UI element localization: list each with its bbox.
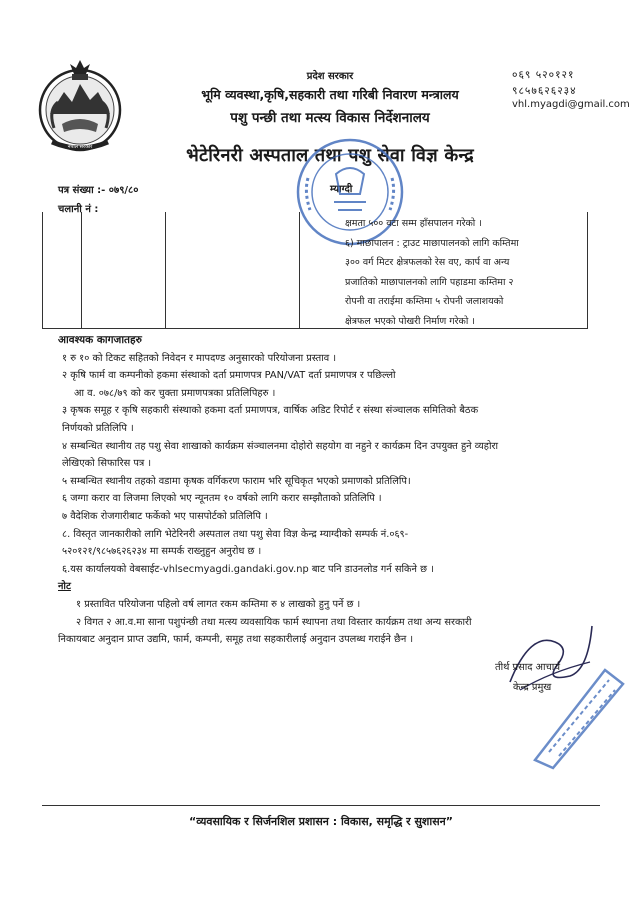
document-item: २ कृषि फार्म वा कम्पनीको हकमा संस्थाको दर्ता प्रमाणपत्र PAN/VAT दर्ता प्रमाणपत्र र पछिल्लो (62, 370, 396, 382)
email-address: vhl.myagdi@gmail.com (512, 99, 630, 110)
office-name: भेटेरिनरी अस्पताल तथा पशु सेवा विज्ञ केन्द्र (186, 145, 474, 166)
document-item: लेखिएको सिफारिस पत्र । (62, 458, 152, 470)
document-item: ८. विस्तृत जानकारीको लागि भेटेरिनरी अस्पताल तथा पशु सेवा विज्ञ केन्द्र म्याग्दीको सम्पर्क नं.०६९- (62, 528, 409, 540)
phone-number: ०६९ ५२०१२१ (512, 69, 575, 81)
table-line: क्षमता ५०० वटा सम्म हाँसपालन गरेको । (345, 218, 482, 229)
nepal-emblem-icon (36, 58, 124, 156)
district-label: म्याग्दी (330, 184, 353, 195)
letter-body (58, 332, 606, 649)
signatory-title: केन्द्र प्रमुख (513, 682, 552, 693)
note-item: २ विगत २ आ.व.मा साना पशुपंन्छी तथा मत्स्य व्यवसायिक फार्म स्थापना तथा विस्तार कार्यक्रम तथा अन्य सरकारी (76, 616, 472, 628)
document-item: ५२०१२१/९८५७६२६२३४ मा सम्पर्क राख्नुहुन अनुरोध छ । (62, 546, 262, 558)
dispatch-number: चलानी नं : (58, 204, 99, 215)
criteria-table-fragment (42, 212, 588, 329)
document-item: ४ सम्बन्धित स्थानीय तह पशु सेवा शाखाको कार्यक्रम संञ्चालनमा दोहोरो सहयोग वा नहुने र कार्यक्रम दिन उपयुक्त हुने व्यहोरा (62, 440, 499, 452)
document-item: आ व. ०७८/७९ को कर चुक्ता प्रमाणपत्रका प्रतिलिपिहरु । (74, 387, 276, 399)
document-item: ३ कृषक समूह र कृषि सहकारी संस्थाको हकमा दर्ता प्रमाणपत्र, वार्षिक अडिट रिपोर्ट र संस्था संञ्चालक समितिको बैठक (62, 405, 479, 417)
letter-number: पत्र संख्या :- ०७९/८० (58, 185, 139, 196)
note-item: निकायबाट अनुदान प्राप्त उद्यमि, फार्म, कम्पनी, समूह तथा सहकारीलाई अनुदान उपलब्ध गराईने छैन । (58, 634, 414, 646)
document-item: ६.यस कार्यालयको वेबसाईट-vhlsecmyagdi.gandaki.gov.np बाट पनि डाउनलोड गर्न सकिने छ । (62, 563, 434, 575)
footer-motto: “व्यवसायिक र सिर्जनशिल प्रशासन : विकास, समृद्धि र सुशासन” (188, 815, 453, 828)
mobile-number: ९८५७६२६२३४ (512, 85, 577, 97)
directorate-name: पशु पन्छी तथा मत्स्य विकास निर्देशनालय (230, 110, 430, 126)
table-line: क्षेत्रफल भएको पोखरी निर्माण गरेको । (345, 315, 475, 327)
document-item: ७ वैदेशिक रोजगारीबाट फर्केको भए पासपोर्टको प्रतिलिपि । (62, 510, 268, 522)
document-item: ५ सम्बन्धित स्थानीय तहको वडामा कृषक वर्गिकरण फाराम भरि सूचिकृत भएको प्रमाणको प्रतिलिपि। (62, 475, 411, 487)
table-divider (81, 212, 82, 328)
table-line: रोपनी वा तराईमा कम्तिमा ५ रोपनी जलाशयको (345, 296, 504, 307)
table-divider (165, 212, 166, 328)
signatory-name: तीर्थ प्रसाद आचार्य (495, 662, 560, 673)
office-seal-icon (525, 660, 625, 770)
footer-divider (42, 805, 600, 806)
note-item: १ प्रस्तावित परियोजना पहिलो वर्ष लागत रकम कम्तिमा रु ४ लाखको हुनु पर्ने छ । (76, 598, 361, 610)
documents-heading: आवश्यक कागजातहरु (58, 334, 142, 346)
table-cell-text (345, 214, 585, 331)
table-line: ६) माछापालन : ट्राउट माछापालनको लागि कम्तिमा (345, 237, 519, 249)
document-item: १ रु १० को टिकट सहितको निवेदन र मापदण्ड अनुसारको परियोजना प्रस्ताव । (62, 352, 337, 364)
document-item: ६ जग्गा करार वा लिजमा लिएको भए न्यूनतम १० वर्षको लागि करार सम्झौताको प्रतिलिपि । (62, 493, 382, 505)
table-line: ३०० वर्ग मिटर क्षेत्रफलको रेस वए, कार्प वा अन्य (345, 257, 510, 268)
table-line: प्रजातिको माछापालनको लागि पहाडमा कम्तिमा २ (345, 276, 514, 288)
province-label: प्रदेश सरकार (306, 71, 354, 82)
svg-text:नेपाल सरकार: नेपाल सरकार (67, 144, 93, 150)
table-divider (299, 212, 300, 328)
ministry-name: भूमि व्यवस्था,कृषि,सहकारी तथा गरिबी निवारण मन्त्रालय (201, 87, 459, 102)
document-item: निर्णयको प्रतिलिपि । (62, 422, 134, 434)
notes-heading: नोट (58, 581, 71, 593)
